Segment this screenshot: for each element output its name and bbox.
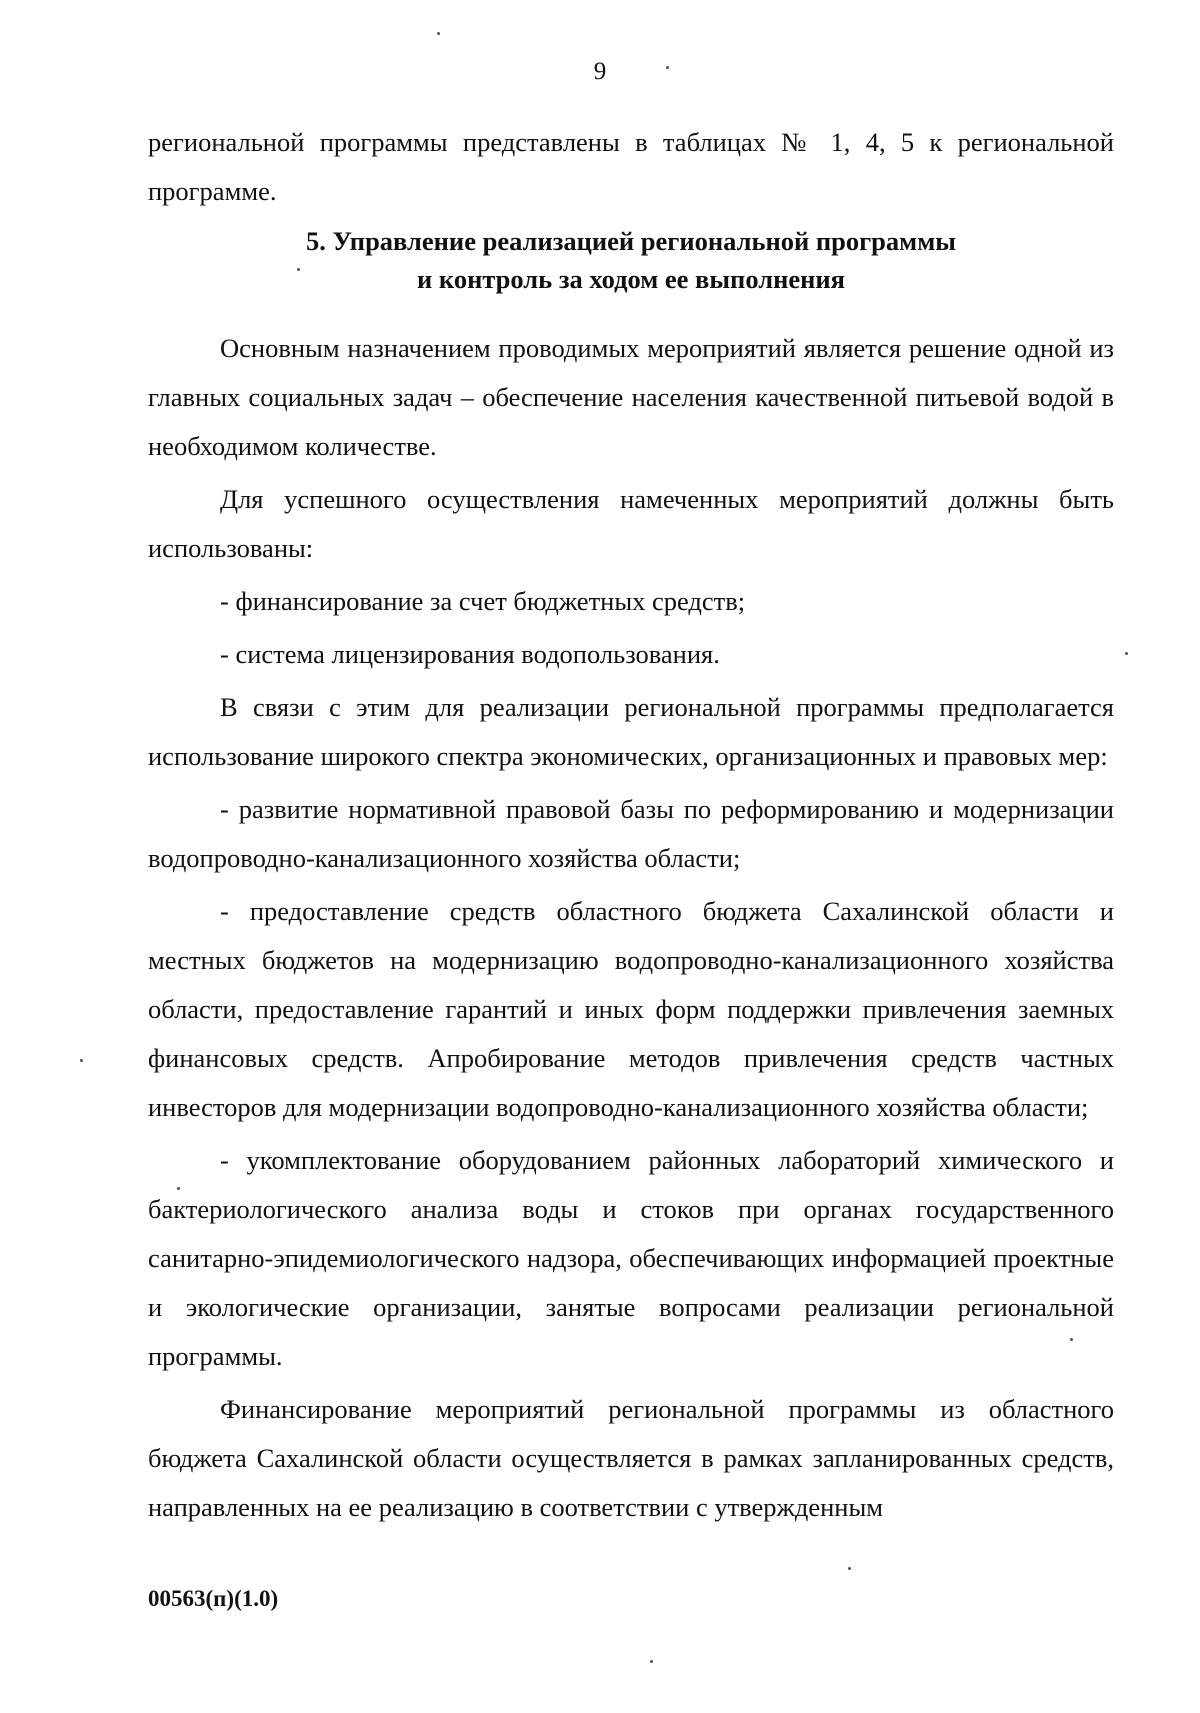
- scan-speck: [1125, 652, 1128, 655]
- section-heading-line-2: и контроль за ходом ее выполнения: [417, 264, 845, 294]
- list-item: - предоставление средств областного бюджета Сахалинской области и местных бюджетов на модернизацию водопроводно-канализационного хозяйства области, предоставление гарантий и иных форм поддержки привлечения заемных финансовых средств. Апробирование методов привлечения средств частных инвесторов для модернизации водопроводно-канализационного хозяйства области;: [148, 896, 1114, 1122]
- scan-speck: [666, 66, 669, 69]
- scan-speck: [177, 1187, 180, 1190]
- scan-speck: [80, 1059, 83, 1062]
- list-item: - финансирование за счет бюджетных средств;: [220, 586, 746, 616]
- section-heading-line-1: 5. Управление реализацией региональной программы: [306, 226, 956, 256]
- paragraph: Для успешного осуществления намеченных мероприятий должны быть использованы:: [148, 484, 1114, 563]
- scan-speck: [650, 1660, 653, 1663]
- document-body: [148, 118, 1114, 1532]
- document-code: 00563(п)(1.0): [148, 1586, 279, 1611]
- paragraph: Финансирование мероприятий региональной программы из областного бюджета Сахалинской области осуществляется в рамках запланированных средств, направленных на ее реализацию в соответствии с утвержденным: [148, 1394, 1114, 1522]
- paragraph: В связи с этим для реализации региональной программы предполагается использование широкого спектра экономических, организационных и правовых мер:: [148, 692, 1114, 771]
- scan-speck: [848, 1567, 851, 1570]
- scan-speck: [1070, 1338, 1073, 1341]
- list-item: - укомплектование оборудованием районных лабораторий химического и бактериологического анализа воды и стоков при органах государственного санитарно-эпидемиологического надзора, обеспечивающих информацией проектные и экологические организации, занятые вопросами реализации региональной программы.: [148, 1145, 1114, 1371]
- paragraph-continuation: региональной программы представлены в таблицах № 1, 4, 5 к региональной программе.: [148, 127, 1114, 206]
- list-item: - развитие нормативной правовой базы по реформированию и модернизации водопроводно-канализационного хозяйства области;: [148, 794, 1114, 873]
- list-item: - система лицензирования водопользования.: [220, 639, 720, 669]
- scan-speck: [297, 268, 300, 271]
- paragraph: Основным назначением проводимых мероприятий является решение одной из главных социальных задач – обеспечение населения качественной питьевой водой в необходимом количестве.: [148, 333, 1114, 461]
- scan-speck: [437, 32, 440, 35]
- section-heading: [148, 222, 1114, 298]
- page-number: 9: [593, 58, 607, 85]
